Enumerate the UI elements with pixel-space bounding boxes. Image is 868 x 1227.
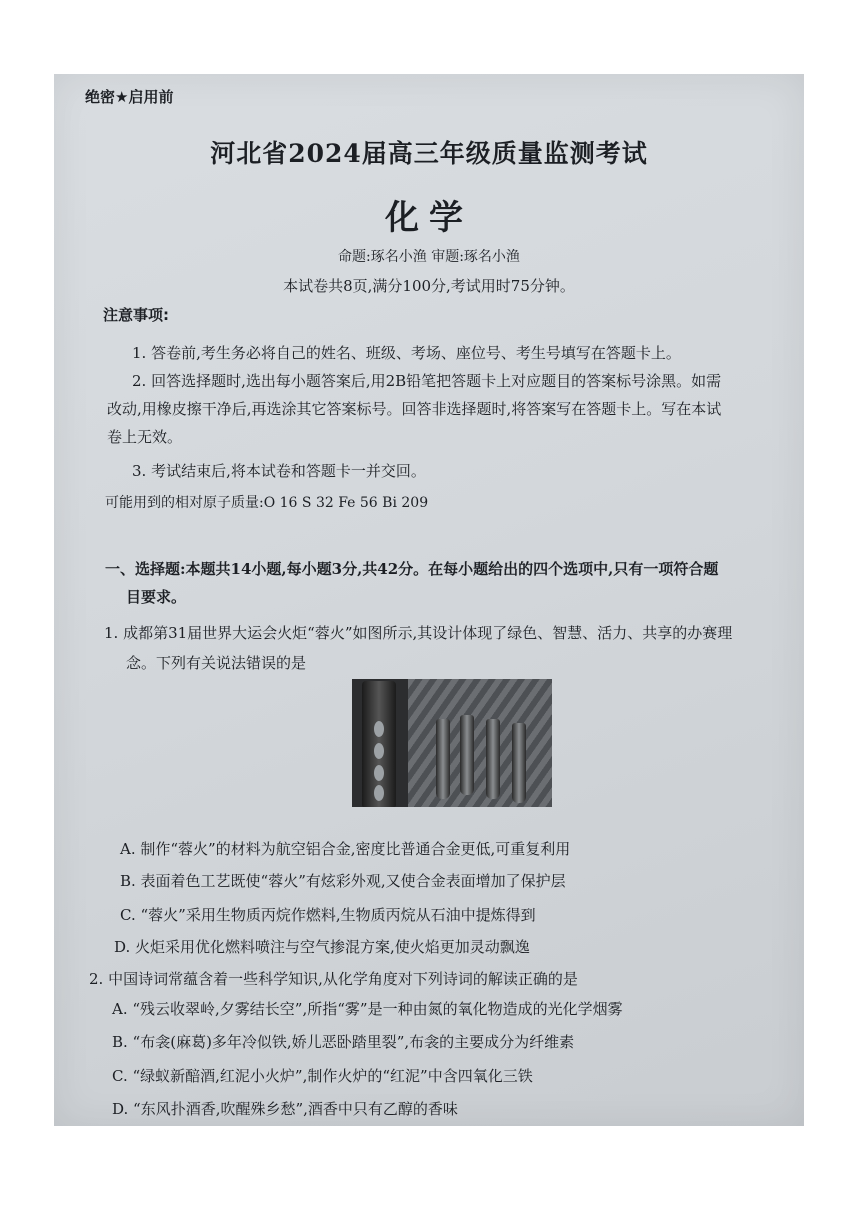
exam-title: 河北省2024届高三年级质量监测考试 — [210, 139, 648, 168]
atomic-masses: 可能用到的相对原子质量:O 16 S 32 Fe 56 Bi 209 — [105, 495, 429, 511]
question-1-option-b: B. 表面着色工艺既使“蓉火”有炫彩外观,又使合金表面增加了保护层 — [120, 872, 566, 890]
section-heading-line-2: 目要求。 — [126, 588, 187, 606]
question-1-option-c: C. “蓉火”采用生物质丙烷作燃料,生物质丙烷从石油中提炼得到 — [120, 906, 536, 924]
subject-title: 化学 — [385, 198, 473, 238]
notice-item-2-line-2: 改动,用橡皮擦干净后,再选涂其它答案标号。回答非选择题时,将答案写在答题卡上。写在本试 — [107, 400, 722, 418]
torch-group-image — [408, 679, 552, 807]
question-1-stem-1: 1. 成都第31届世界大运会火炬“蓉火”如图所示,其设计体现了绿色、智慧、活力、共享的办赛理 — [104, 624, 733, 642]
torch-closeup-image — [362, 681, 396, 807]
exam-info: 本试卷共8页,满分100分,考试用时75分钟。 — [283, 277, 575, 295]
notice-item-2-line-1: 2. 回答选择题时,选出每小题答案后,用2B铅笔把答题卡上对应题目的答案标号涂黑。如需 — [132, 372, 722, 390]
authors-line: 命题:琢名小渔 审题:琢名小渔 — [338, 249, 520, 265]
question-2-option-c: C. “绿蚁新醅酒,红泥小火炉”,制作火炉的“红泥”中含四氧化三铁 — [112, 1067, 533, 1085]
notice-item-1: 1. 答卷前,考生务必将自己的姓名、班级、考场、座位号、考生号填写在答题卡上。 — [132, 344, 681, 362]
question-1-option-d: D. 火炬采用优化燃料喷注与空气掺混方案,使火焰更加灵动飘逸 — [114, 938, 530, 956]
confidential-label: 绝密★启用前 — [85, 88, 174, 106]
question-2-option-a: A. “残云收翠岭,夕雾结长空”,所指“雾”是一种由氮的氧化物造成的光化学烟雾 — [112, 1000, 623, 1018]
exam-paper-photo — [54, 74, 804, 1126]
question-2-stem: 2. 中国诗词常蕴含着一些科学知识,从化学角度对下列诗词的解读正确的是 — [89, 970, 578, 988]
question-1-option-a: A. 制作“蓉火”的材料为航空铝合金,密度比普通合金更低,可重复利用 — [120, 840, 571, 858]
section-heading-line-1: 一、选择题:本题共14小题,每小题3分,共42分。在每小题给出的四个选项中,只有一项符合题 — [105, 560, 719, 578]
notice-item-3: 3. 考试结束后,将本试卷和答题卡一并交回。 — [132, 462, 426, 480]
torch-figure — [352, 679, 552, 807]
notice-heading: 注意事项: — [103, 306, 169, 324]
question-1-stem-2: 念。下列有关说法错误的是 — [126, 654, 307, 672]
notice-item-2-line-3: 卷上无效。 — [107, 428, 183, 446]
question-2-option-b: B. “布衾(麻葛)多年冷似铁,娇儿恶卧踏里裂”,布衾的主要成分为纤维素 — [112, 1033, 575, 1051]
question-2-option-d: D. “东风扑酒香,吹醒殊乡愁”,酒香中只有乙醇的香味 — [112, 1100, 458, 1118]
